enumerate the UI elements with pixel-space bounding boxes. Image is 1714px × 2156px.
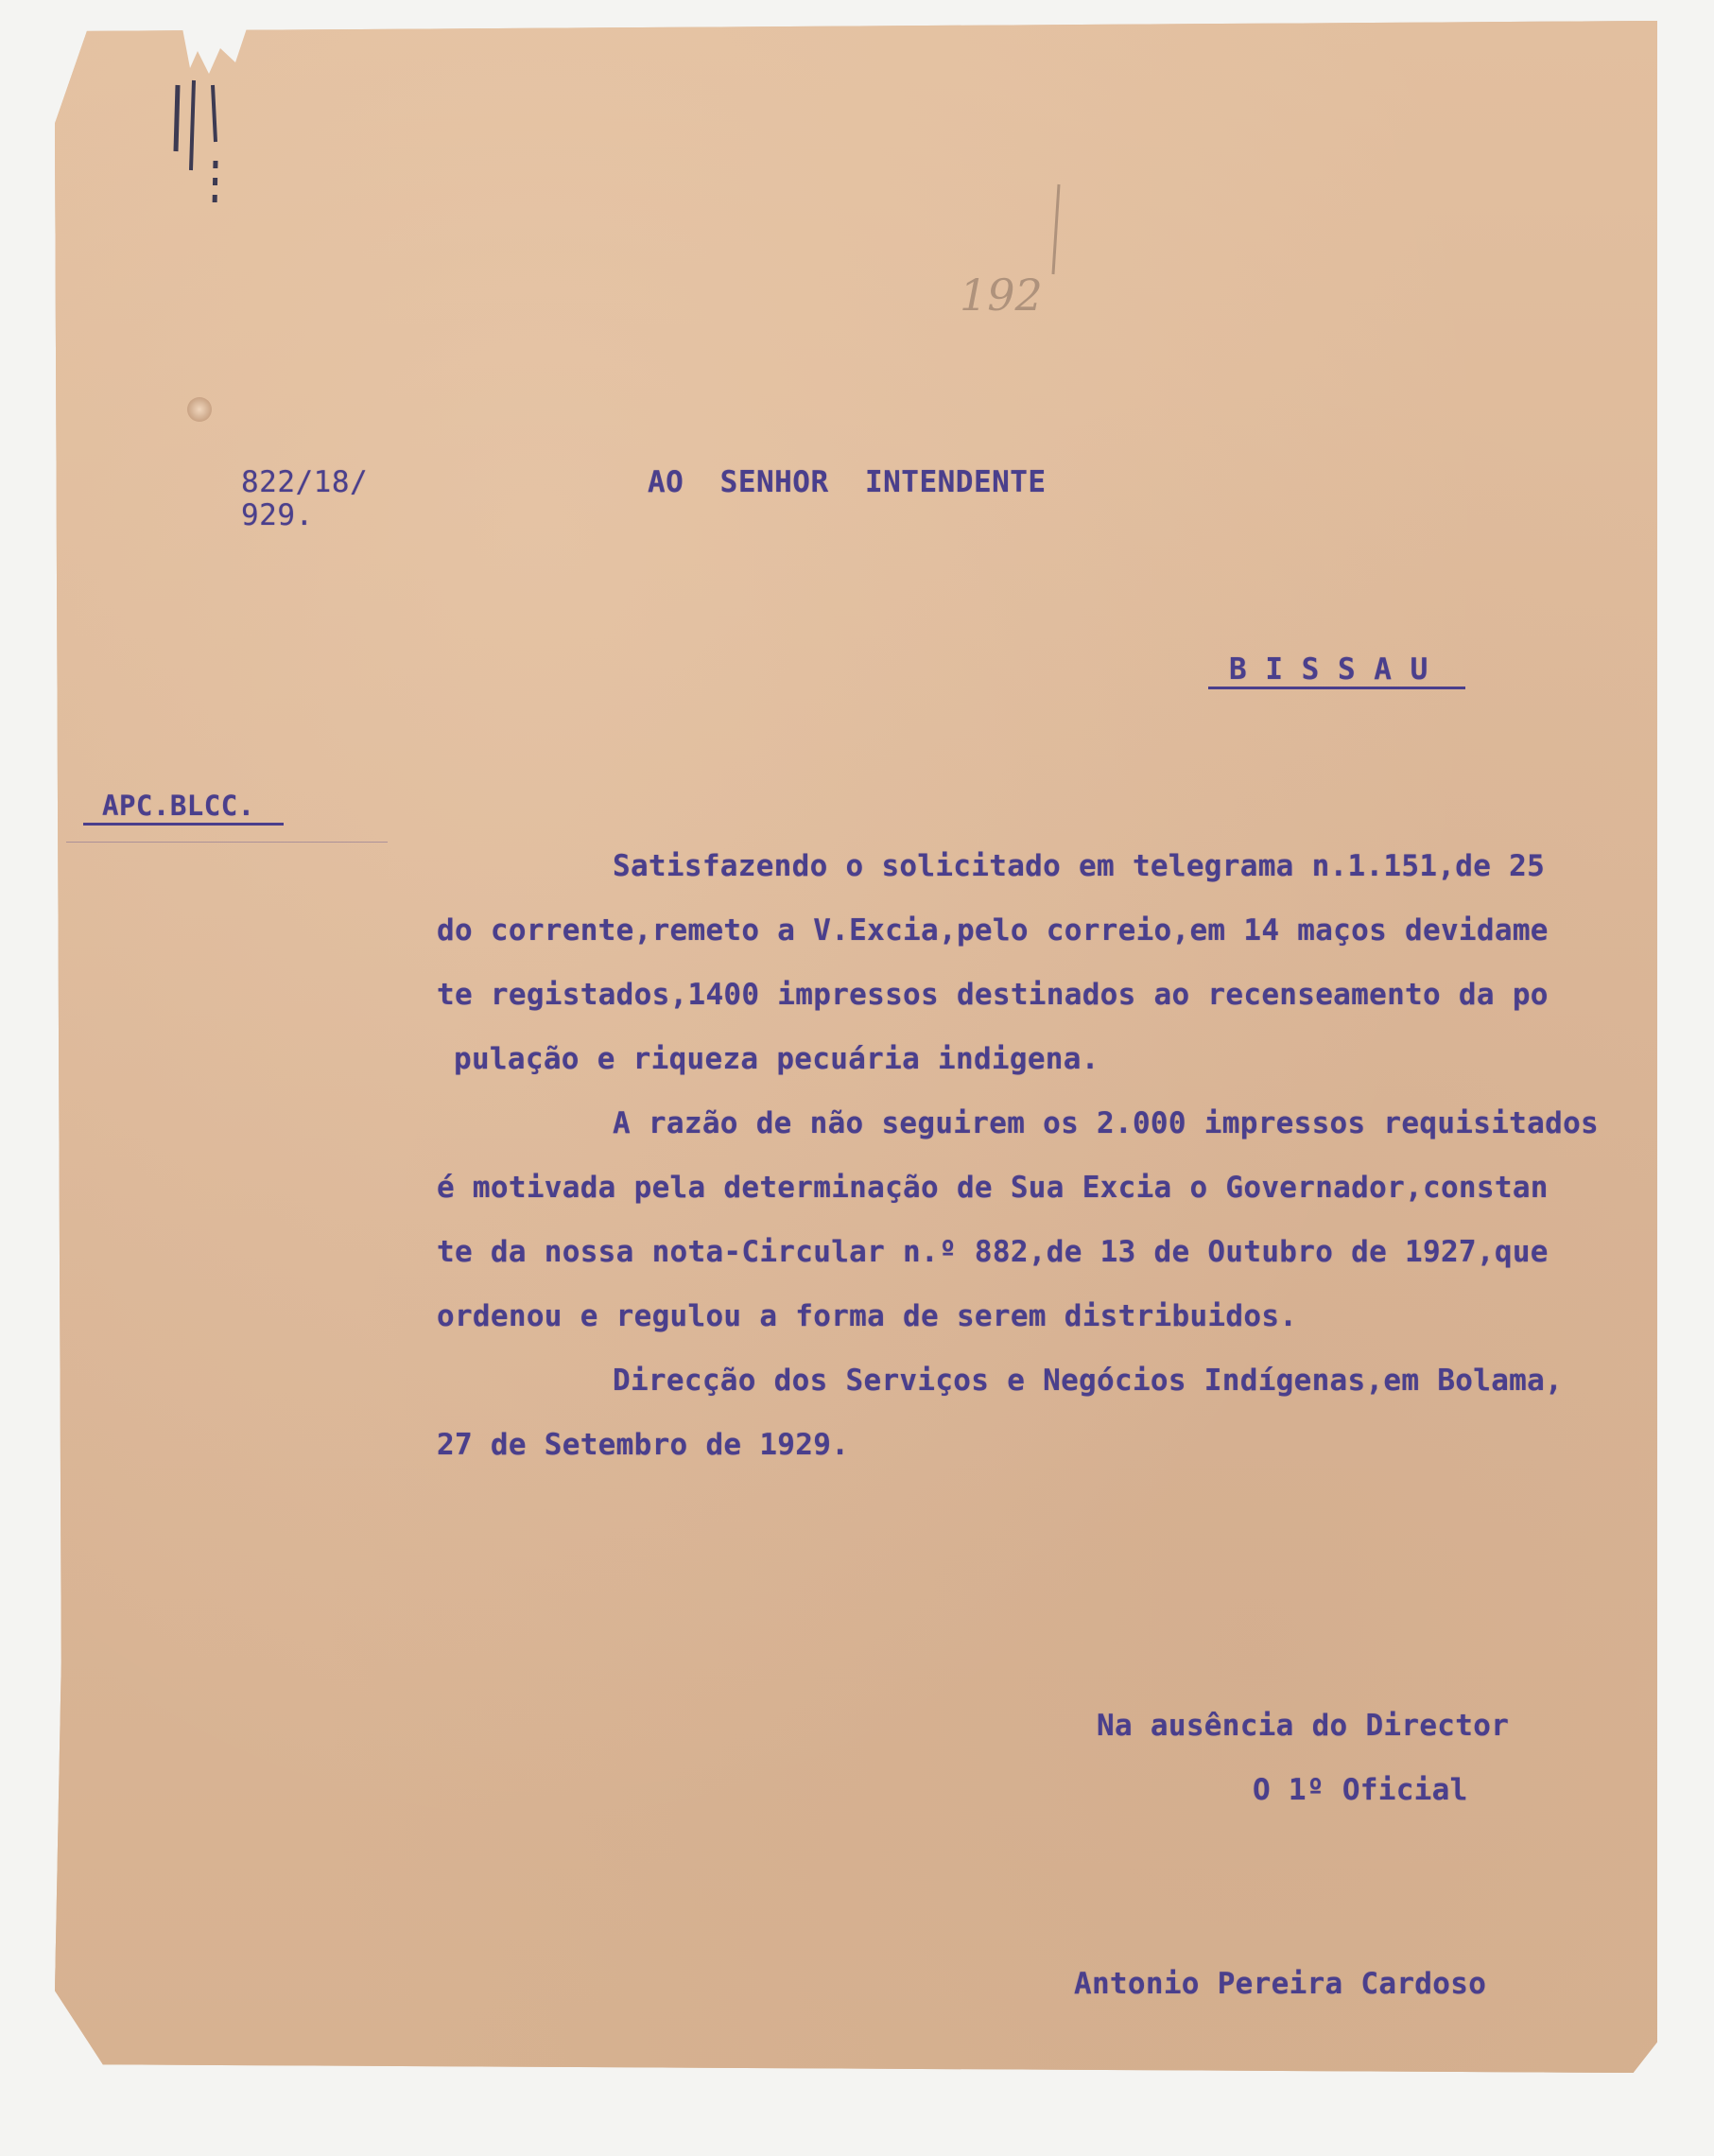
body-line-9: Direcção dos Serviços e Negócios Indígenas,em Bolama, <box>613 1364 1564 1398</box>
reference-number-line1: 822/18/ <box>241 465 369 499</box>
body-line-3: te registados,1400 impressos destinados ao recenseamento da po <box>437 978 1549 1012</box>
pencil-note: 192 <box>960 270 1043 321</box>
destination-underline <box>1208 687 1465 689</box>
signature-line-1: Na ausência do Director <box>1097 1709 1510 1743</box>
initials-underline <box>83 823 284 826</box>
signatory-name: Antonio Pereira Cardoso <box>1074 1967 1487 2001</box>
margin-rule <box>66 842 388 843</box>
signature-line-2: O 1º Oficial <box>1253 1773 1468 1807</box>
addressee: AO SENHOR INTENDENTE <box>648 465 1047 499</box>
punch-hole-icon <box>187 397 212 422</box>
destination-city: B I S S A U <box>1229 652 1428 687</box>
reference-number-line2: 929. <box>241 498 314 532</box>
pencil-stroke-icon <box>1040 180 1078 284</box>
body-line-2: do corrente,remeto a V.Excia,pelo correio,em 14 maços devidame <box>437 913 1549 948</box>
body-line-6: é motivada pela determinação de Sua Excia o Governador,constan <box>437 1171 1549 1205</box>
body-line-8: ordenou e regulou a forma de serem distribuidos. <box>437 1299 1298 1333</box>
body-line-1: Satisfazendo o solicitado em telegrama n.1.151,de 25 <box>613 849 1546 883</box>
body-line-7: te da nossa nota-Circular n.º 882,de 13 de Outubro de 1927,que <box>437 1235 1549 1269</box>
typist-initials: APC.BLCC. <box>102 790 255 822</box>
body-line-10: 27 de Setembro de 1929. <box>437 1428 850 1462</box>
ink-mark-icon <box>170 66 255 217</box>
body-line-4: pulação e riqueza pecuária indigena. <box>454 1042 1099 1076</box>
body-line-5: A razão de não seguirem os 2.000 impressos requisitados <box>613 1106 1599 1140</box>
